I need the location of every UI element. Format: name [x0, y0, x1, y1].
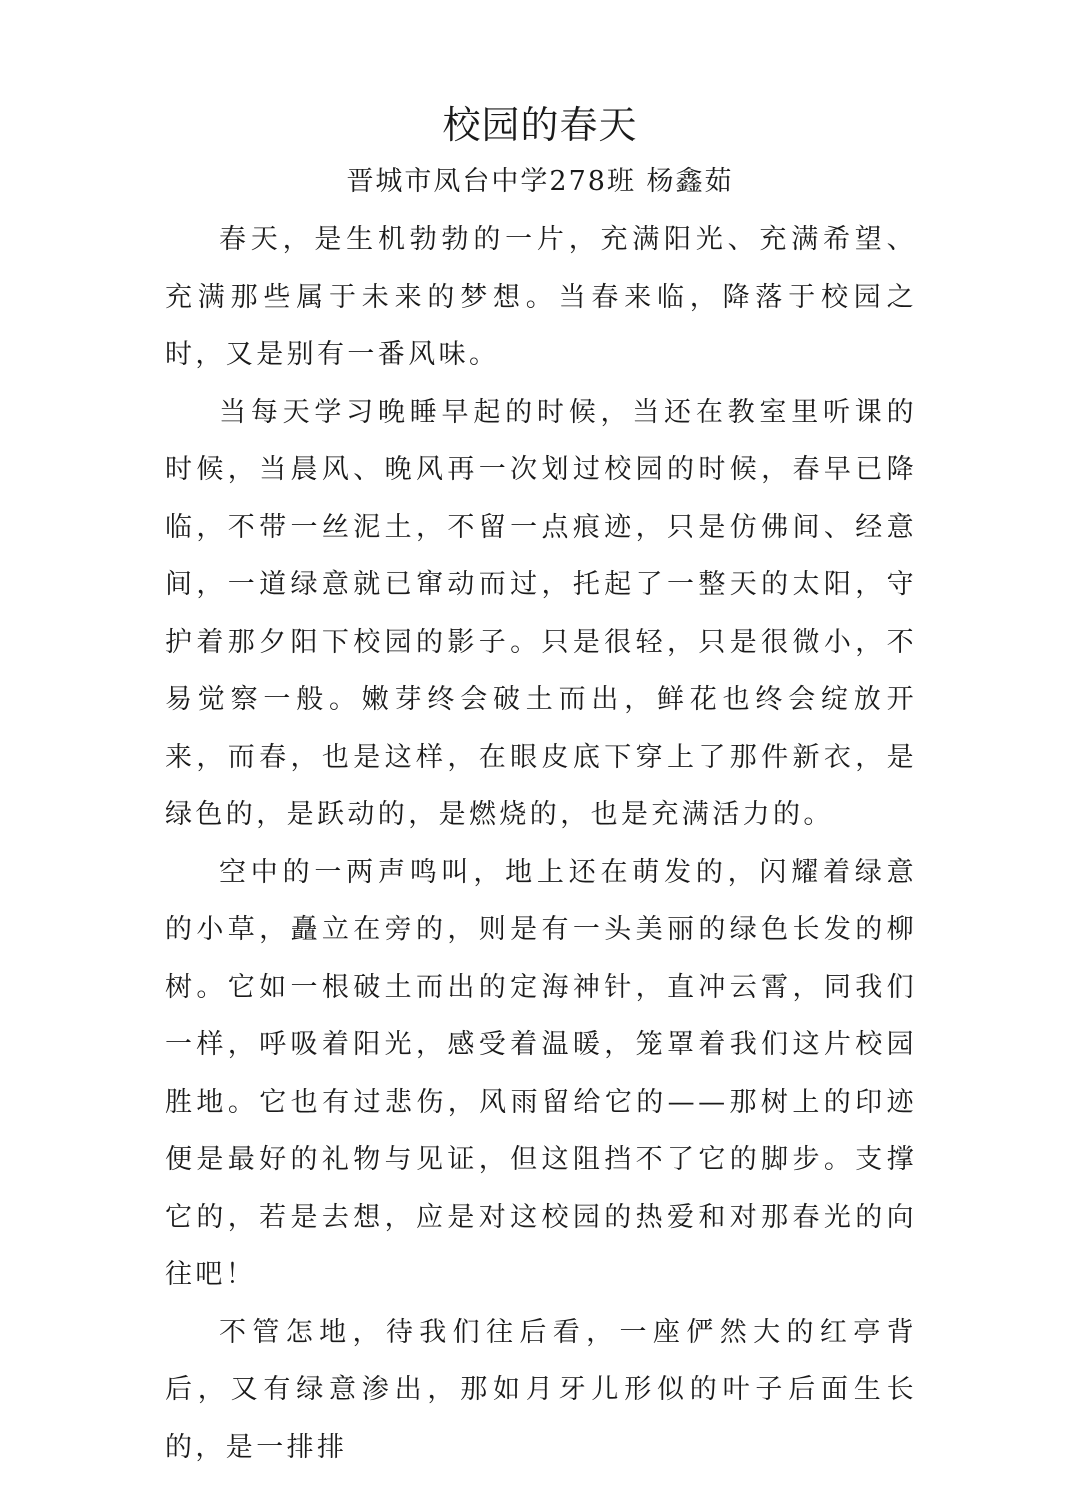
paragraph-4: 不管怎地，待我们往后看，一座俨然大的红亭背后，又有绿意渗出，那如月牙儿形似的叶子后面生长的，是一排排: [165, 1316, 917, 1463]
paragraph-1: 春天，是生机勃勃的一片，充满阳光、充满希望、充满那些属于未来的梦想。当春来临，降落于校园之时，又是别有一番风味。: [165, 224, 917, 370]
paragraph-2: 当每天学习晚睡早起的时候，当还在教室里听课的时候，当晨风、晚风再一次划过校园的时候，春早已降临，不带一丝泥土，不留一点痕迹，只是仿佛间、经意间，一道绿意就已窜动而过，托起了一整天的太阳，守护着那夕阳下校园的影子。只是很轻，只是很微小，不易觉察一般。嫩芽终会破土而出，鲜花也终会绽放开来，而春，也是这样，在眼皮底下穿上了那件新衣，是绿色的，是跃动的，是燃烧的，也是充满活力的。: [165, 396, 917, 830]
essay-title: 校园的春天: [442, 103, 638, 147]
paragraph-3: 空中的一两声鸣叫，地上还在萌发的，闪耀着绿意的小草，矗立在旁的，则是有一头美丽的绿色长发的柳树。它如一根破土而出的定海神针，直冲云霄，同我们一样，呼吸着阳光，感受着温暖，笼罩着我们这片校园胜地。它也有过悲伤，风雨留给它的——那树上的印迹便是最好的礼物与见证，但这阻挡不了它的脚步。支撑它的，若是去想，应是对这校园的热爱和对那春光的向往吧！: [165, 856, 917, 1290]
author-byline: 晋城市凤台中学278班 杨鑫茹: [346, 166, 734, 197]
essay-body: [165, 211, 917, 1476]
